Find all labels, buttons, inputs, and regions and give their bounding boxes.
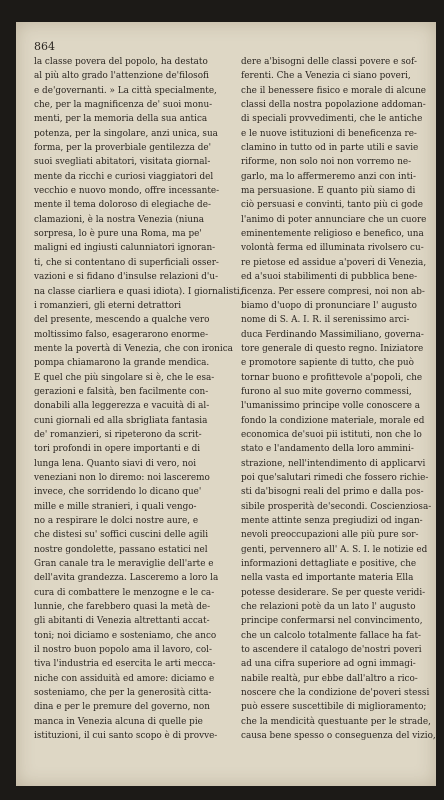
text-line: che il benessere fisico e morale di alcune [241,85,427,96]
text-line: economica de'suoi pii istituti, non che lo [241,429,422,440]
text-line: noscere che la condizione de'poveri stessi [241,688,430,699]
text-line: poi que'salutari rimedi che fossero richie- [241,472,429,483]
text-line: stato e l'andamento della loro ammini- [241,444,414,455]
text-line: suoi svegliati abitatori, visitata giornal- [34,157,211,168]
text-line: strazione, nell'intendimento di applicarvi [241,458,426,469]
text-line: l'umanissimo principe volle conoscere a [241,401,421,412]
text-line: garlo, ma lo affermeremo anzi con inti- [241,171,416,182]
text-line: cura di combattere le menzogne e le ca- [34,587,215,598]
text-line: che relazioni potè da un lato l' augusto [241,602,416,613]
text-line: può essere suscettibile di miglioramento; [241,702,427,713]
text-line: dell'avita grandezza. Lasceremo a loro la [34,573,219,584]
text-line: sibile prosperità de'secondi. Coscienziosa- [241,501,432,512]
text-line: potenza, per la singolare, anzi unica, sua [34,128,218,139]
text-line: tori profondi in opere importanti e di [34,444,201,455]
text-line: lunga lena. Quanto siavi di vero, noi [34,458,197,469]
text-line: mente la povertà di Venezia, che con ironica [34,343,233,354]
text-line: forma, per la proverbiale gentilezza de' [34,143,212,154]
text-line: sorpresa, lo è pure una Roma, ma pe' [34,229,202,240]
text-line: che la mendicità questuante per le strade, [241,716,431,727]
text-line: ciò persuasi e convinti, tanto più ci gode [241,200,423,211]
text-line: tore generale di questo regno. Iniziatore [241,343,424,354]
text-line: classi della nostra popolazione addoman- [241,100,426,111]
text-line: nome di S. A. I. R. il serenissimo arci- [241,315,410,326]
text-line: i romanzieri, gli eterni detrattori [34,300,182,311]
text-line: e promotore sapiente di tutto, che può [241,358,414,369]
text-line: di speciali provvedimenti, che le antiche [241,114,423,125]
text-line: eminentemente religioso e benefico, una [241,229,424,240]
text-line: riforme, non solo noi non vorremo ne- [241,157,412,168]
text-line: istituzioni, il cui santo scopo è di provve- [34,731,218,742]
text-line: na classe ciarliera e quasi idiota). I giornalisti, [34,286,243,297]
text-line: mille e mille stranieri, i quali vengo- [34,501,197,512]
text-line: no a respirare le dolci nostre aure, e [34,516,199,526]
text-line: ed a'suoi stabilimenti di pubblica bene- [241,272,418,283]
text-line: il nostro buon popolo ama il lavoro, col- [34,645,212,656]
text-line: dina e per le premure del governo, non [34,702,210,713]
text-line: e de'governanti. » La città specialmente, [34,85,217,96]
text-line: del presente, mescendo a qualche vero [34,315,210,326]
text-line: vazioni e si fidano d'insulse relazioni d'u- [34,272,219,283]
text-line: manca in Venezia alcuna di quelle pie [34,716,203,727]
text-line: furono al suo mite governo commessi, [241,386,412,397]
text-line: potesse desiderare. Se per queste veridi- [241,587,426,598]
text-line: pompa chiamarono la grande mendica. [34,358,210,369]
text-line: l'animo di poter annunciare che un cuore [241,214,427,225]
text-line: che distesi su' soffici cuscini delle agili [34,530,209,541]
text-line: ficenza. Per essere compresi, noi non ab- [241,286,425,297]
text-line: toni; noi diciamo e sosteniamo, che anco [34,630,217,641]
book-page [16,22,436,786]
text-line: che, per la magnificenza de' suoi monu- [34,100,213,111]
text-line: veneziani non lo diremo: noi lasceremo [34,472,210,483]
text-line: fondo la condizione materiale, morale ed [241,415,425,426]
text-line: tornar buono e profittevole a'popoli, che [241,372,423,383]
text-line: clamazioni, è la nostra Venezia (niuna [34,214,204,225]
text-line: principe confermarsi nel convincimento, [241,616,423,627]
text-line: volontà ferma ed illuminata rivolsero cu- [241,243,424,254]
text-column-left [34,55,243,744]
text-line: tiva l'industria ed esercita le arti mecca- [34,659,216,670]
text-line: re pietose ed assidue a'poveri di Venezia, [241,257,427,268]
text-line: gerazioni e falsità, ben facilmente con- [34,386,209,397]
text-line: invece, che sorridendo lo dicano que' [34,487,202,498]
text-line: to ascendere il catalogo de'nostri poveri [241,645,422,656]
text-line: nabile realtà, pur ebbe dall'altro a rico- [241,673,418,684]
text-line: mente attinte senza pregiudizi od ingan- [241,516,423,526]
text-line: causa bene spesso o conseguenza del vizio, [241,731,436,742]
text-line: ti, che si contentano di superficiali osser- [34,257,219,268]
text-line: e le nuove istituzioni di beneficenza re- [241,128,417,139]
text-line: donabili alla leggerezza e vacuità di al- [34,401,210,412]
text-line: maligni ed ingiusti calunniatori ignoran- [34,243,216,254]
text-column-right [241,55,436,744]
text-line: genti, pervennero all' A. S. I. le notizie ed [241,544,428,555]
text-line: mente il tema doloroso di elegiache de- [34,200,211,211]
text-line: sti da'bisogni reali del primo e dalla pos- [241,487,424,498]
text-line: al più alto grado l'attenzione de'filosofi [34,71,209,82]
text-line: moltissimo falso, esagerarono enorme- [34,329,209,340]
text-line: nevoli preoccupazioni alle più pure sor- [241,530,419,541]
text-line: vecchio e nuovo mondo, offre incessante- [34,186,220,197]
text-line: ferenti. Che a Venezia ci siano poveri, [241,71,411,82]
text-line: sosteniamo, che per la generosità citta- [34,688,212,699]
text-line: mente da ricchi e curiosi viaggiatori del [34,171,214,182]
text-line: Gran canale tra le meraviglie dell'arte e [34,559,214,570]
text-line: ad una cifra superiore ad ogni immagi- [241,659,416,670]
text-line: che un calcolo totalmente fallace ha fat- [241,630,421,641]
text-line: niche con assiduità ed amore: diciamo e [34,673,215,684]
text-line: biamo d'uopo di pronunciare l' augusto [241,300,417,311]
page-number: 864 [34,40,55,53]
text-line: nella vasta ed importante materia Ella [241,573,414,584]
text-line: menti, per la memoria della sua antica [34,114,208,125]
text-line: nostre gondolette, passano estatici nel [34,544,208,555]
text-line: dere a'bisogni delle classi povere e sof- [241,57,417,67]
text-line: informazioni dettagliate e positive, che [241,559,417,570]
text-line: cuni giornali ed alla sbrigliata fantasia [34,415,208,426]
text-line: clamino in tutto od in parte utili e savie [241,143,419,154]
text-line: gli abitanti di Venezia altrettanti accat- [34,616,210,627]
text-line: duca Ferdinando Massimiliano, governa- [241,329,424,340]
text-line: ma persuasione. E quanto più siamo di [241,186,416,197]
text-line: la classe povera del popolo, ha destato [34,57,208,67]
text-line: de' romanzieri, si ripeterono da scrit- [34,429,202,440]
text-line: lunnie, che farebbero quasi la metà de- [34,602,211,613]
text-line: E quel che più singolare si è, che le esa- [34,372,215,383]
